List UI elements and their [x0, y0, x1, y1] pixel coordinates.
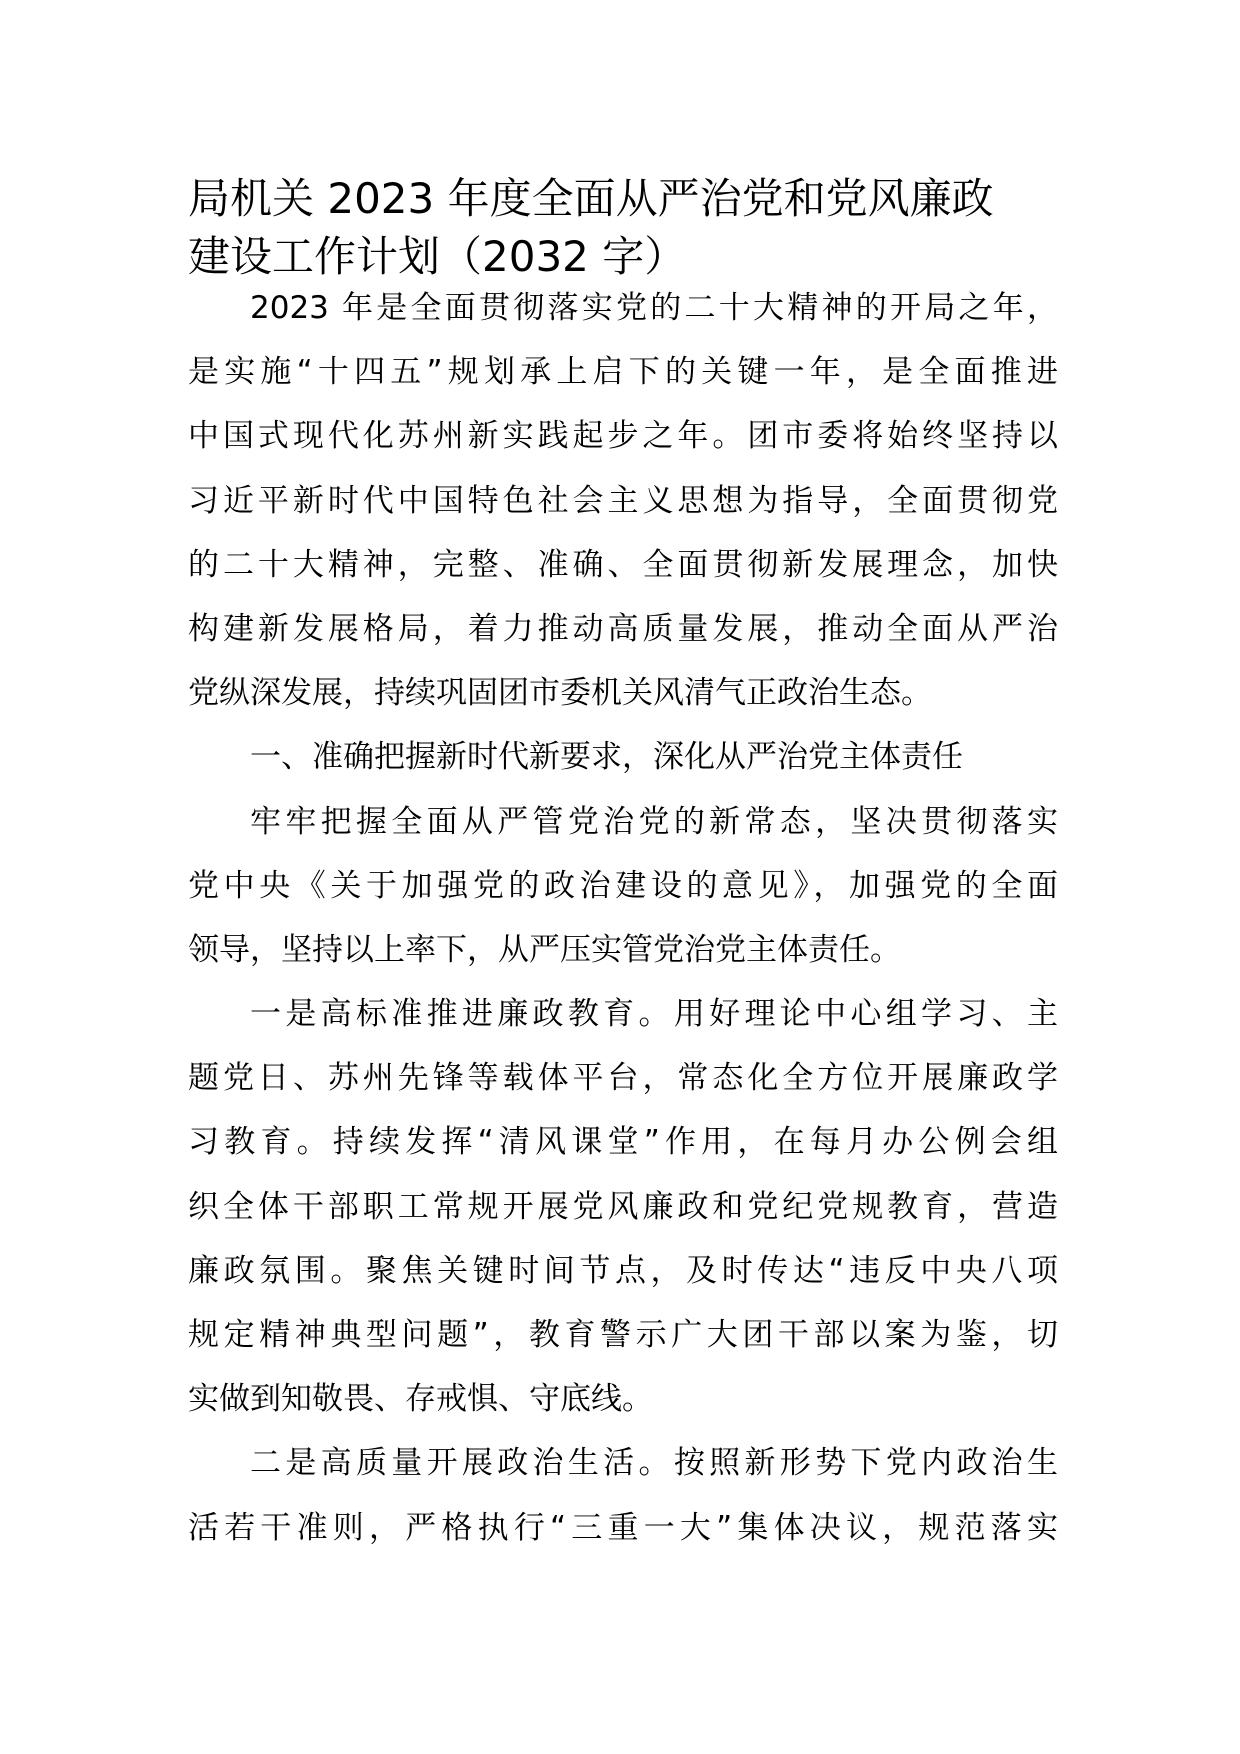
- text-line: 规定精神典型问题”，教育警示广大团干部以案为鉴，切: [188, 1317, 1058, 1353]
- text-line: 是实施“十四五”规划承上启下的关键一年，是全面推进: [188, 354, 1058, 391]
- text-line: 一是高标准推进廉政教育。用好理论中心组学习、主: [250, 996, 1058, 1033]
- text-line: 中国式现代化苏州新实践起步之年。团市委将始终坚持以: [188, 418, 1058, 455]
- title-line: 建设工作计划（2032 字）: [188, 232, 687, 281]
- text-line: 习教育。持续发挥“清风课堂”作用，在每月办公例会组: [188, 1124, 1058, 1161]
- text-line: 的二十大精神，完整、准确、全面贯彻新发展理念，加快: [188, 546, 1058, 583]
- text-line: 廉政氛围。聚焦关键时间节点，及时传达“违反中央八项: [188, 1252, 1058, 1289]
- title-line: 局机关 2023 年度全面从严治党和党风廉政: [188, 174, 994, 223]
- document-body: [188, 276, 1058, 1560]
- text-line: 构建新发展格局，着力推动高质量发展，推动全面从严治: [188, 610, 1058, 647]
- text-line: 牢牢把握全面从严管党治党的新常态，坚决贯彻落实: [250, 803, 1058, 840]
- paragraph-item-1: [188, 982, 1058, 1431]
- text-line: 题党日、苏州先锋等载体平台，常态化全方位开展廉政学: [188, 1060, 1058, 1097]
- paragraph-section-1-intro: [188, 790, 1058, 983]
- paragraph-intro: [188, 276, 1058, 725]
- text-line: 党中央《关于加强党的政治建设的意见》，加强党的全面: [188, 867, 1058, 904]
- document-title: [188, 170, 1068, 286]
- section-heading-text: 一、准确把握新时代新要求，深化从严治党主体责任: [250, 739, 963, 776]
- text-line: 二是高质量开展政治生活。按照新形势下党内政治生: [250, 1445, 1058, 1482]
- text-line: 活若干准则，严格执行“三重一大”集体决议，规范落实: [188, 1509, 1058, 1546]
- text-line: 2023 年是全面贯彻落实党的二十大精神的开局之年，: [250, 290, 1058, 326]
- section-heading-1: [188, 725, 1058, 789]
- text-line: 习近平新时代中国特色社会主义思想为指导，全面贯彻党: [188, 482, 1058, 519]
- paragraph-item-2: [188, 1431, 1058, 1559]
- text-line: 领导，坚持以上率下，从严压实管党治党主体责任。: [188, 931, 901, 968]
- text-line: 党纵深发展，持续巩固团市委机关风清气正政治生态。: [188, 675, 932, 712]
- text-line: 织全体干部职工常规开展党风廉政和党纪党规教育，营造: [188, 1188, 1058, 1225]
- text-line: 实做到知敬畏、存戒惧、守底线。: [188, 1381, 653, 1418]
